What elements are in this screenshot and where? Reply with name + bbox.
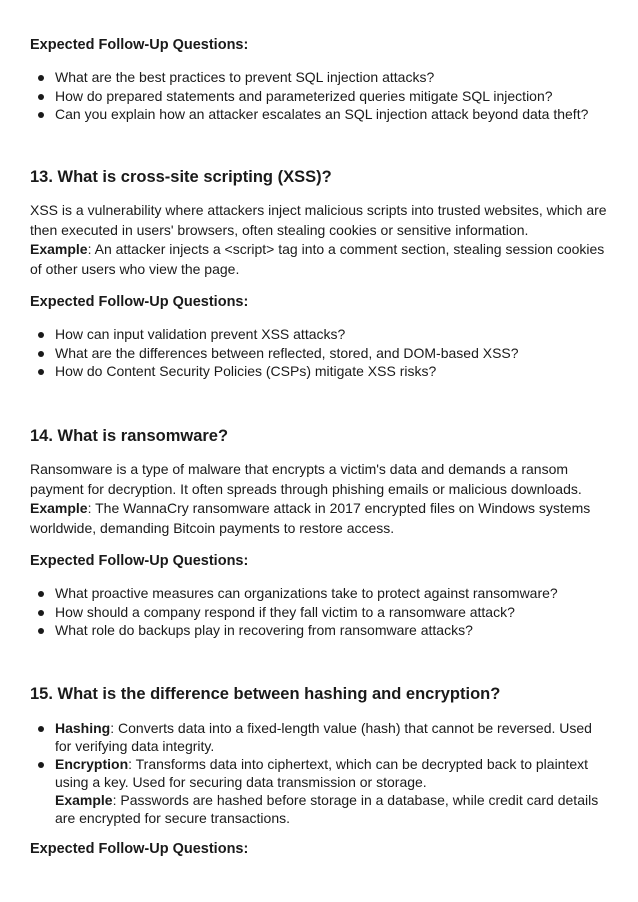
followup-heading: Expected Follow-Up Questions: <box>30 294 249 310</box>
followup-heading: Expected Follow-Up Questions: <box>30 553 249 569</box>
list-item: Can you explain how an attacker escalates an SQL injection attack beyond data theft? <box>30 105 608 124</box>
section-heading-15: 15. What is the difference between hashing and encryption? <box>30 685 501 703</box>
list-item: What are the differences between reflected, stored, and DOM-based XSS? <box>30 344 608 363</box>
list-item: What proactive measures can organizations take to protect against ransomware? <box>30 584 608 603</box>
followup-list <box>30 68 608 124</box>
bullet-icon <box>38 610 44 616</box>
bullet-icon <box>38 351 44 357</box>
bullet-icon <box>38 332 44 338</box>
followup-list <box>30 584 608 640</box>
bullet-icon <box>38 94 44 100</box>
bullet-icon <box>38 369 44 375</box>
example-label: Example <box>30 241 88 257</box>
list-item: What are the best practices to prevent SQL injection attacks? <box>30 68 608 87</box>
followup-list <box>30 325 608 381</box>
list-item-encryption: Encryption: Transforms data into ciphertext, which can be decrypted back to plaintext using a key. Used for securing data transmission or storage. Example: Passwords are hashed before storage in a database, while credit card details are encrypted for secure transactions. <box>30 755 608 827</box>
example-label: Example <box>55 792 113 808</box>
list-item: How can input validation prevent XSS attacks? <box>30 325 608 344</box>
section-heading-14: 14. What is ransomware? <box>30 427 229 445</box>
section-body-14: Ransomware is a type of malware that encrypts a victim's data and demands a ransom payment for decryption. It often spreads through phishing emails or malicious downloads. Example: The WannaCry ransomware attack in 2017 encrypted files on Windows systems worldwide, demanding Bitcoin payments to restore access. <box>30 461 591 536</box>
list-item-hashing: Hashing: Converts data into a fixed-length value (hash) that cannot be reversed. Used for verifying data integrity. <box>30 719 608 755</box>
list-item: How do prepared statements and parameterized queries mitigate SQL injection? <box>30 87 608 106</box>
comparison-list <box>30 719 608 827</box>
followup-heading: Expected Follow-Up Questions: <box>30 37 249 53</box>
bullet-icon <box>38 726 44 732</box>
list-item: What role do backups play in recovering from ransomware attacks? <box>30 621 608 640</box>
followup-heading: Expected Follow-Up Questions: <box>30 841 249 857</box>
list-item: How should a company respond if they fall victim to a ransomware attack? <box>30 603 608 622</box>
bullet-icon <box>38 75 44 81</box>
bullet-icon <box>38 591 44 597</box>
bullet-icon <box>38 112 44 118</box>
bullet-icon <box>38 762 44 768</box>
section-body-13: XSS is a vulnerability where attackers inject malicious scripts into trusted websites, which are then executed in users' browsers, often stealing cookies or sensitive information. Example: An attacker injects a <script> tag into a comment section, stealing session cookies of other users who view the page. <box>30 202 607 277</box>
section-heading-13: 13. What is cross-site scripting (XSS)? <box>30 168 332 186</box>
bullet-icon <box>38 628 44 634</box>
example-label: Example <box>30 500 88 516</box>
list-item: How do Content Security Policies (CSPs) mitigate XSS risks? <box>30 362 608 381</box>
